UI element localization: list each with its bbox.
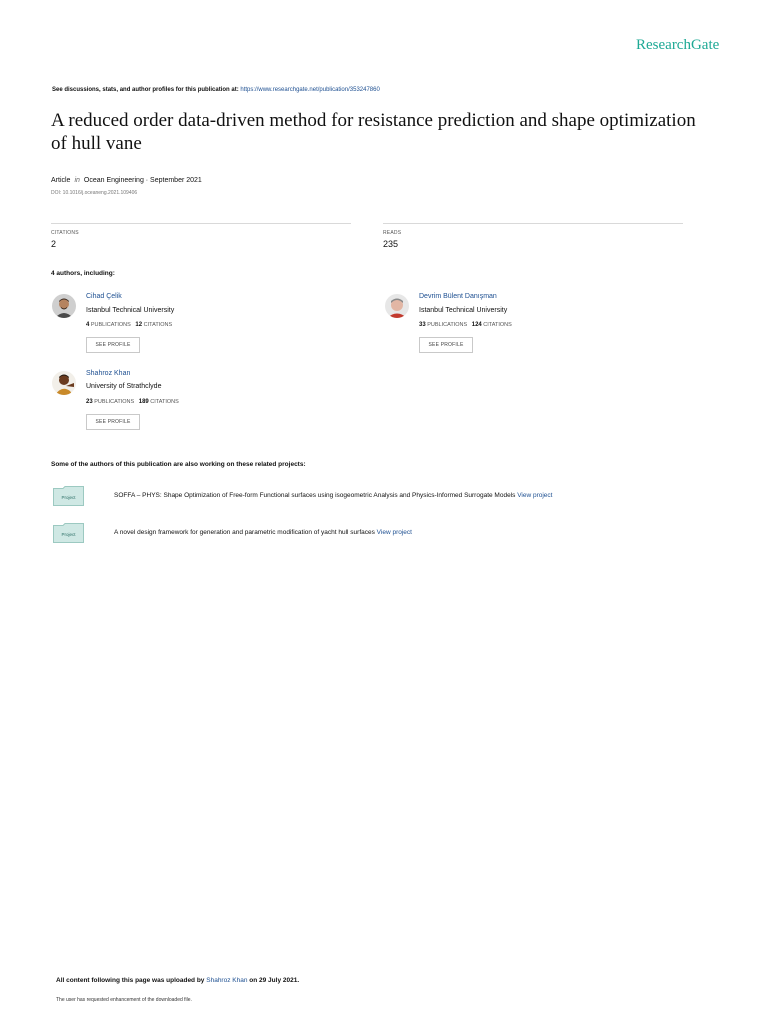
author-affiliation: University of Strathclyde [86, 383, 162, 390]
citations-label: CITATIONS [51, 230, 79, 236]
article-type: Article [51, 177, 71, 184]
author-affiliation: Istanbul Technical University [419, 307, 508, 314]
upload-note [56, 977, 299, 984]
project-folder-icon[interactable] [53, 486, 84, 506]
project-item [114, 492, 552, 499]
project-icon-label: Project [61, 532, 76, 537]
article-in: in [74, 177, 80, 184]
uploader-link[interactable]: Shahroz Khan [206, 977, 248, 984]
reads-label: READS [383, 230, 402, 236]
citations-value: 2 [51, 239, 57, 249]
view-project-link[interactable]: View project [376, 529, 412, 536]
author-name-link[interactable]: Shahroz Khan [86, 370, 131, 377]
upload-date: on 29 July 2021. [249, 977, 300, 984]
author-stats: 23 PUBLICATIONS 189 CITATIONS [86, 399, 179, 405]
author-name-link[interactable]: Devrim Bülent Danışman [419, 293, 497, 300]
enhancement-note: The user has requested enhancement of the downloaded file. [56, 997, 192, 1003]
project-icon-label: Project [61, 495, 76, 500]
project-title: A novel design framework for generation and parametric modification of yacht hull surfaces [114, 529, 375, 536]
avatar[interactable] [52, 371, 76, 395]
view-project-link[interactable]: View project [517, 492, 553, 499]
authors-header: 4 authors, including: [51, 270, 115, 277]
article-line [51, 177, 202, 184]
author-stats: 33 PUBLICATIONS 124 CITATIONS [419, 322, 512, 328]
avatar[interactable] [385, 294, 409, 318]
reads-divider [383, 223, 683, 224]
discussion-prefix: See discussions, stats, and author profiles for this publication at: [52, 87, 239, 93]
publication-url-link[interactable]: https://www.researchgate.net/publication/353247860 [240, 87, 380, 93]
see-profile-button[interactable]: SEE PROFILE [86, 337, 140, 353]
author-name-link[interactable]: Cihad Çelik [86, 293, 122, 300]
researchgate-logo[interactable]: ResearchGate [636, 37, 720, 53]
doi-text: DOI: 10.1016/j.oceaneng.2021.109406 [51, 190, 138, 196]
citations-divider [51, 223, 351, 224]
see-profile-button[interactable]: SEE PROFILE [86, 414, 140, 430]
project-folder-icon[interactable] [53, 523, 84, 543]
author-stats: 4 PUBLICATIONS 12 CITATIONS [86, 322, 173, 328]
avatar[interactable] [52, 294, 76, 318]
publication-title: A reduced order data-driven method for resistance prediction and shape optimization of hull vane [51, 110, 696, 154]
project-title: SOFFA – PHYS: Shape Optimization of Free-form Functional surfaces using isogeometric Analysis and Physics-Informed Surrogate Models [114, 492, 516, 499]
author-affiliation: Istanbul Technical University [86, 307, 175, 314]
journal-name: Ocean Engineering · September 2021 [83, 177, 202, 184]
project-item [114, 529, 412, 536]
upload-prefix: All content following this page was uploaded by [56, 977, 205, 984]
reads-value: 235 [383, 239, 399, 249]
discussion-line [52, 87, 380, 93]
see-profile-button[interactable]: SEE PROFILE [419, 337, 473, 353]
projects-header: Some of the authors of this publication are also working on these related projects: [51, 461, 306, 468]
